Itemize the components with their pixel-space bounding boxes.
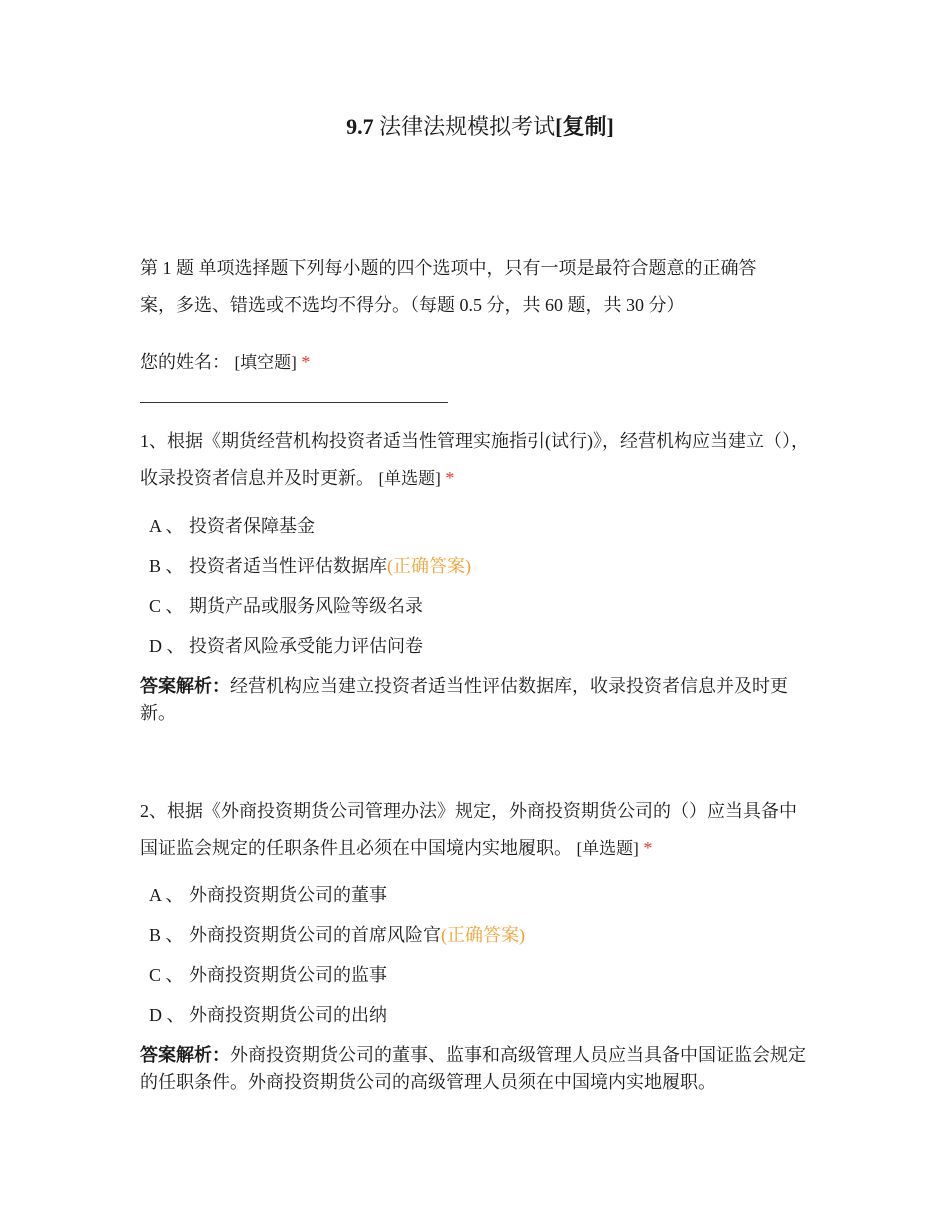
option-b[interactable] [149,552,471,580]
option-text: 期货产品或服务风险等级名录 [189,596,423,616]
name-question [140,348,310,377]
title-suffix: [复制] [555,114,614,139]
option-a[interactable] [149,512,315,540]
answer-analysis [140,1042,815,1096]
option-text: 外商投资期货公司的监事 [189,965,387,985]
option-letter: C 、 [149,596,184,616]
required-mark: * [301,352,311,372]
option-letter: D 、 [149,1005,185,1025]
option-text: 投资者保障基金 [189,516,315,536]
question-stem [140,423,810,497]
option-d[interactable] [149,632,423,660]
option-letter: B 、 [149,556,184,576]
analysis-text: 外商投资期货公司的董事、监事和高级管理人员应当具备中国证监会规定的任职条件。外商投资期货公司的高级管理人员须在中国境内实地履职。 [140,1045,806,1092]
title-text: 法律法规模拟考试 [379,114,556,139]
option-text: 外商投资期货公司的出纳 [189,1005,387,1025]
option-letter: C 、 [149,965,184,985]
question-stem [140,793,810,867]
option-letter: A 、 [149,516,184,536]
answer-analysis [140,673,815,727]
name-label: 您的姓名： [140,352,230,372]
correct-answer-marker: (正确答案) [441,925,525,945]
name-input-line[interactable] [140,402,448,403]
option-a[interactable] [149,881,387,909]
question-text: 2、根据《外商投资期货公司管理办法》规定，外商投资期货公司的（）应当具备中国证监会规定的任职条件且必须在中国境内实地履职。 [140,801,797,858]
option-letter: A 、 [149,885,184,905]
option-text: 外商投资期货公司的首席风险官 [189,925,441,945]
required-mark: * [643,838,653,858]
section-intro: 第 1 题 单项选择题下列每小题的四个选项中，只有一项是最符合题意的正确答案，多选、错选或不选均不得分。（每题 0.5 分，共 60 题，共 30 分） [140,258,757,315]
option-text: 投资者适当性评估数据库 [189,556,387,576]
analysis-text: 经营机构应当建立投资者适当性评估数据库，收录投资者信息并及时更新。 [140,676,788,723]
option-c[interactable] [149,961,387,989]
question-type-tag: [填空题] [234,353,297,372]
analysis-label: 答案解析： [140,1045,230,1065]
option-d[interactable] [149,1001,387,1029]
option-letter: D 、 [149,636,185,656]
option-text: 外商投资期货公司的董事 [189,885,387,905]
required-mark: * [445,468,455,488]
question-text: 1、根据《期货经营机构投资者适当性管理实施指引(试行)》，经营机构应当建立（），收录投资者信息并及时更新。 [140,431,809,488]
question-type-tag: [单选题] [576,839,639,858]
option-c[interactable] [149,592,423,620]
correct-answer-marker: (正确答案) [387,556,471,576]
option-b[interactable] [149,921,525,949]
analysis-label: 答案解析： [140,676,230,696]
question-type-tag: [单选题] [378,469,441,488]
page-title [140,112,820,142]
option-text: 投资者风险承受能力评估问卷 [189,636,423,656]
option-letter: B 、 [149,925,184,945]
title-number: 9.7 [346,114,374,139]
